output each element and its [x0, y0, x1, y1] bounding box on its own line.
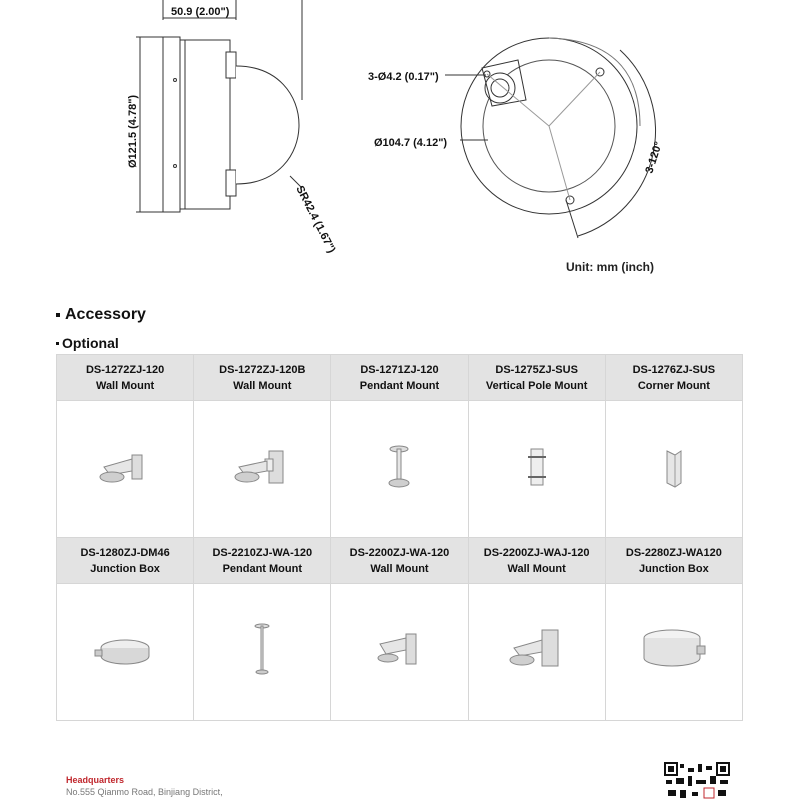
side-view-drawing [136, 0, 302, 212]
accessory-model: DS-1280ZJ-DM46 [80, 546, 170, 559]
dimension-drawings [0, 0, 800, 300]
table-cell [194, 355, 331, 401]
table-cell [57, 401, 194, 538]
footer-address: No.555 Qianmo Road, Binjiang District, [66, 787, 223, 797]
accessory-type: Wall Mount [507, 562, 566, 575]
width-dimension: 50.9 (2.00") [171, 6, 230, 18]
accessory-type: Junction Box [90, 562, 160, 575]
top-view-drawing [445, 38, 655, 238]
table-cell [468, 401, 605, 538]
accessory-type: Wall Mount [95, 379, 155, 392]
table-cell [57, 584, 194, 721]
table-cell [468, 584, 605, 721]
table-cell [331, 584, 468, 721]
accessory-heading-text: Accessory [65, 306, 146, 323]
table-image-row [57, 584, 743, 721]
pole-mount-icon [502, 437, 572, 497]
height-dimension: Ø121.5 (4.78") [127, 94, 139, 168]
unit-note: Unit: mm (inch) [566, 260, 654, 274]
accessory-type: Wall Mount [370, 562, 429, 575]
accessory-type: Wall Mount [233, 379, 292, 392]
wall-mount-icon [364, 620, 434, 680]
table-cell [194, 584, 331, 721]
table-cell [605, 538, 742, 584]
accessory-type: Pendant Mount [222, 562, 302, 575]
footer-title: Headquarters [66, 775, 125, 785]
table-cell [57, 538, 194, 584]
accessory-heading [56, 306, 146, 324]
table-cell [605, 355, 742, 401]
table-cell [468, 355, 605, 401]
table-image-row [57, 401, 743, 538]
table-cell [331, 538, 468, 584]
table-cell [468, 538, 605, 584]
table-header-row [57, 538, 743, 584]
radius-dimension: SR42.4 (1.67") [293, 183, 338, 256]
bullet-icon [56, 313, 60, 317]
accessory-model: DS-2200ZJ-WAJ-120 [483, 546, 590, 559]
qr-code-icon [664, 762, 730, 800]
pendant-mount-icon [364, 437, 434, 497]
accessory-model: DS-1275ZJ-SUS [495, 363, 578, 376]
accessory-type: Pendant Mount [359, 379, 440, 392]
angle-dimension: 3-120° [643, 140, 665, 175]
junction-box-icon [90, 620, 160, 680]
long-pendant-icon [227, 620, 297, 680]
optional-heading-text: Optional [62, 335, 119, 351]
base-dimension: Ø104.7 (4.12") [374, 137, 448, 149]
accessory-type: Corner Mount [637, 379, 710, 392]
accessory-type: Junction Box [639, 562, 709, 575]
wall-mount-box-icon [227, 437, 297, 497]
table-cell [605, 584, 742, 721]
table-cell [331, 401, 468, 538]
accessory-model: DS-1272ZJ-120B [219, 363, 306, 376]
accessory-table [56, 354, 743, 721]
table-cell [57, 355, 194, 401]
wall-mount-box-icon [502, 620, 572, 680]
optional-heading [56, 335, 119, 351]
large-junction-box-icon [639, 620, 709, 680]
accessory-model: DS-2210ZJ-WA-120 [212, 546, 313, 559]
table-cell [605, 401, 742, 538]
table-cell [194, 538, 331, 584]
accessory-model: DS-2200ZJ-WA-120 [349, 546, 450, 559]
hole-dimension: 3-Ø4.2 (0.17") [368, 71, 439, 83]
accessory-model: DS-2280ZJ-WA120 [625, 546, 722, 559]
accessory-model: DS-1272ZJ-120 [85, 363, 165, 376]
accessory-type: Vertical Pole Mount [485, 379, 588, 392]
corner-mount-icon [639, 437, 709, 497]
table-header-row [57, 355, 743, 401]
accessory-model: DS-1271ZJ-120 [360, 363, 439, 376]
bullet-icon [56, 342, 59, 345]
wall-mount-icon [90, 437, 160, 497]
table-cell [194, 401, 331, 538]
accessory-model: DS-1276ZJ-SUS [632, 363, 716, 376]
table-cell [331, 355, 468, 401]
